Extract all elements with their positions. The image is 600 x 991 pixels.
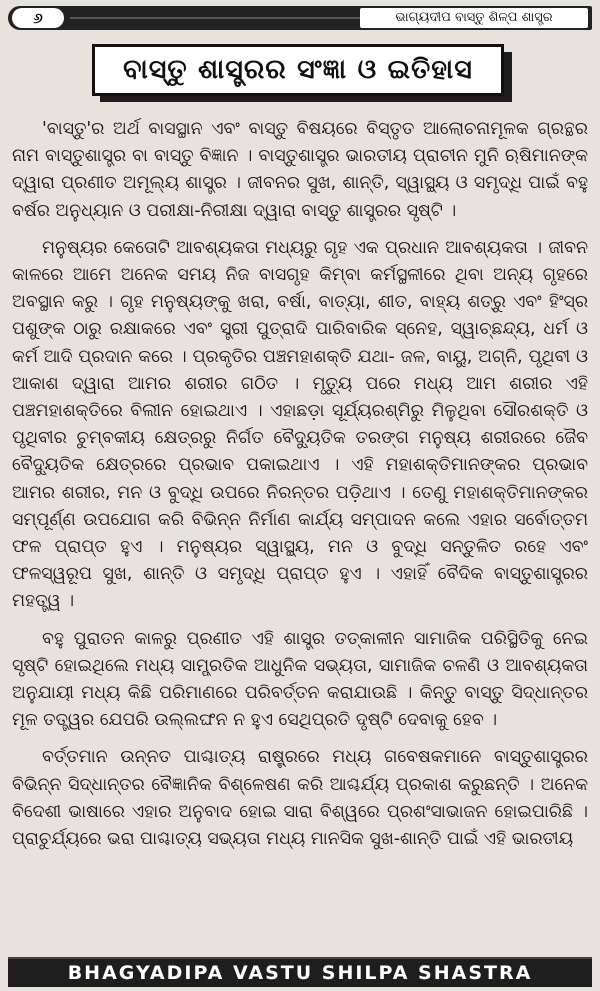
header-rule <box>70 17 360 19</box>
page-number: ୬ <box>12 8 64 28</box>
running-title: ଭାଗ୍ୟଦୀପ ବାସ୍ତୁ ଶିଳ୍ପ ଶାସ୍ତ୍ର <box>360 8 588 28</box>
paragraph: ମନୁଷ୍ୟର କେତୋଟି ଆବଶ୍ୟକତା ମଧ୍ୟରୁ ଗୃହ ଏକ ପ୍ରଧାନ ଆବଶ୍ୟକତା । ଜୀବନ କାଳରେ ଆମେ ଅନେକ ସମୟ ନିଜ ବାସଗୃହ କିମ୍ବା କର୍ମସ୍ଥଳୀରେ ଥିବା ଅନ୍ୟ ଗୃହରେ ଅବସ୍ଥାନ କରୁ । ଗୃହ ମନୁଷ୍ୟଙ୍କୁ ଖରା, ବର୍ଷା, ବାତ୍ୟା, ଶୀତ, ବାହ୍ୟ ଶତ୍ରୁ ଏବଂ ହିଂସ୍ର ପଶୁଙ୍କ ଠାରୁ ରକ୍ଷାକରେ ଏବଂ ସ୍ତ୍ରୀ ପୁତ୍ରାଦି ପାରିବାରିକ ସ୍ନେହ, ସ୍ୱାଚ୍ଛନ୍ଦ୍ୟ, ଧର୍ମ ଓ କର୍ମ ଆଦି ପ୍ରଦାନ କରେ । ପ୍ରକୃତିର ପଞ୍ଚମହାଶକ୍ତି ଯଥା- ଜଳ, ବାୟୁ, ଅଗ୍ନି, ପୃଥିବୀ ଓ ଆକାଶ ଦ୍ୱାରା ଆମର ଶରୀର ଗଠିତ । ମୃତ୍ୟୁ ପରେ ମଧ୍ୟ ଆମ ଶରୀର ଏହି ପଞ୍ଚମହାଶକ୍ତିରେ ବିଲୀନ ହୋଇଥାଏ । ଏହାଛଡ଼ା ସୂର୍ଯ୍ୟରଶ୍ମିରୁ ମିଳୁଥିବା ସୌରଶକ୍ତି ଓ ପୃଥିବୀର ଚୁମ୍ବକୀୟ କ୍ଷେତ୍ରରୁ ନିର୍ଗତ ବୈଦ୍ୟୁତିକ ତରଙ୍ଗ ମନୁଷ୍ୟ ଶରୀରରେ ଜୈବ ବୈଦ୍ୟୁତିକ କ୍ଷେତ୍ରରେ ପ୍ରଭାବ ପକାଇଥାଏ । ଏହି ମହାଶକ୍ତିମାନଙ୍କର ପ୍ରଭାବ ଆମର ଶରୀର, ମନ ଓ ବୁଦ୍ଧି ଉପରେ ନିରନ୍ତର ପଡ଼ିଥାଏ । ତେଣୁ ମହାଶକ୍ତିମାନଙ୍କର ସମ୍ପୂର୍ଣ୍ଣ ଉପଯୋଗ କରି ବିଭିନ୍ନ ନିର୍ମାଣ କାର୍ଯ୍ୟ ସମ୍ପାଦନ କଲେ ଏହାର ସର୍ବୋତ୍ତମ ଫଳ ପ୍ରାପ୍ତ ହୁଏ । ମନୁଷ୍ୟର ସ୍ୱାସ୍ଥ୍ୟ, ମନ ଓ ବୁଦ୍ଧି ସନ୍ତୁଳିତ ରହେ ଏବଂ ଫଳସ୍ୱରୂପ ସୁଖ, ଶାନ୍ତି ଓ ସମୃଦ୍ଧି ପ୍ରାପ୍ତ ହୁଏ । ଏହାହିଁ ବୈଦିକ ବାସ୍ତୁଶାସ୍ତ୍ରର ମହତ୍ତ୍ୱ । <box>12 237 588 612</box>
page-header <box>8 6 592 30</box>
chapter-title-frame <box>92 44 504 102</box>
page-footer: BHAGYADIPA VASTU SHILPA SHASTRA <box>8 957 592 987</box>
paragraph: 'ବାସ୍ତୁ'ର ଅର୍ଥ ବାସସ୍ଥାନ ଏବଂ ବାସ୍ତୁ ବିଷୟରେ ବିସ୍ତୃତ ଆଲୋଚନାମୂଳକ ଗ୍ରନ୍ଥର ନାମ ବାସ୍ତୁଶାସ୍ତ୍ର ବା ବାସ୍ତୁ ବିଜ୍ଞାନ । ବାସ୍ତୁଶାସ୍ତ୍ର ଭାରତୀୟ ପ୍ରାଚୀନ ମୁନି ଋଷିମାନଙ୍କ ଦ୍ୱାରା ପ୍ରଣୀତ ଅମୂଲ୍ୟ ଶାସ୍ତ୍ର । ଜୀବନର ସୁଖ, ଶାନ୍ତି, ସ୍ୱାସ୍ଥ୍ୟ ଓ ସମୃଦ୍ଧି ପାଇଁ ବହୁ ବର୍ଷର ଅନୁଧ୍ୟାନ ଓ ପରୀକ୍ଷା-ନିରୀକ୍ଷା ଦ୍ୱାରା ବାସ୍ତୁ ଶାସ୍ତ୍ରର ସୃଷ୍ଟି । <box>12 119 588 221</box>
paragraph: ବହୁ ପୁରାତନ କାଳରୁ ପ୍ରଣୀତ ଏହି ଶାସ୍ତ୍ର ତତ୍କାଳୀନ ସାମାଜିକ ପରିସ୍ଥିତିକୁ ନେଇ ସୃଷ୍ଟି ହୋଇଥିଲେ ମଧ୍ୟ ସାମ୍ପ୍ରତିକ ଆଧୁନିକ ସଭ୍ୟତା, ସାମାଜିକ ଚଳଣି ଓ ଆବଶ୍ୟକତା ଅନୁଯାୟୀ ମଧ୍ୟ କିଛି ପରିମାଣରେ ପରିବର୍ତ୍ତନ କରାଯାଉଛି । କିନ୍ତୁ ବାସ୍ତୁ ସିଦ୍ଧାନ୍ତର ମୂଳ ତତ୍ତ୍ୱର ଯେପରି ଉଲ୍ଲଙ୍ଘନ ନ ହୁଏ ସେଥିପ୍ରତି ଦୃଷ୍ଟି ଦେବାକୁ ହେବ । <box>12 628 588 731</box>
paragraph: ବର୍ତ୍ତମାନ ଉନ୍ନତ ପାଶ୍ଚାତ୍ୟ ରାଷ୍ଟ୍ରରେ ମଧ୍ୟ ଗବେଷକମାନେ ବାସ୍ତୁଶାସ୍ତ୍ରର ବିଭିନ୍ନ ସିଦ୍ଧାନ୍ତର ବୈଜ୍ଞାନିକ ବିଶ୍ଳେଷଣ କରି ଆଶ୍ଚର୍ଯ୍ୟ ପ୍ରକାଶ କରୁଛନ୍ତି । ଅନେକ ବିଦେଶୀ ଭାଷାରେ ଏହାର ଅନୁବାଦ ହୋଇ ସାରା ବିଶ୍ୱରେ ପ୍ରଶଂସାଭାଜନ ହୋଇପାରିଛି । ପ୍ରାଚୁର୍ଯ୍ୟରେ ଭରା ପାଶ୍ଚାତ୍ୟ ସଭ୍ୟତା ମଧ୍ୟ ମାନସିକ ସୁଖ-ଶାନ୍ତି ପାଇଁ ଏହି ଭାରତୀୟ <box>12 747 588 850</box>
chapter-title: ବାସ୍ତୁ ଶାସ୍ତ୍ରର ସଂଜ୍ଞା ଓ ଇତିହାସ <box>92 44 504 96</box>
body-text <box>12 116 588 956</box>
